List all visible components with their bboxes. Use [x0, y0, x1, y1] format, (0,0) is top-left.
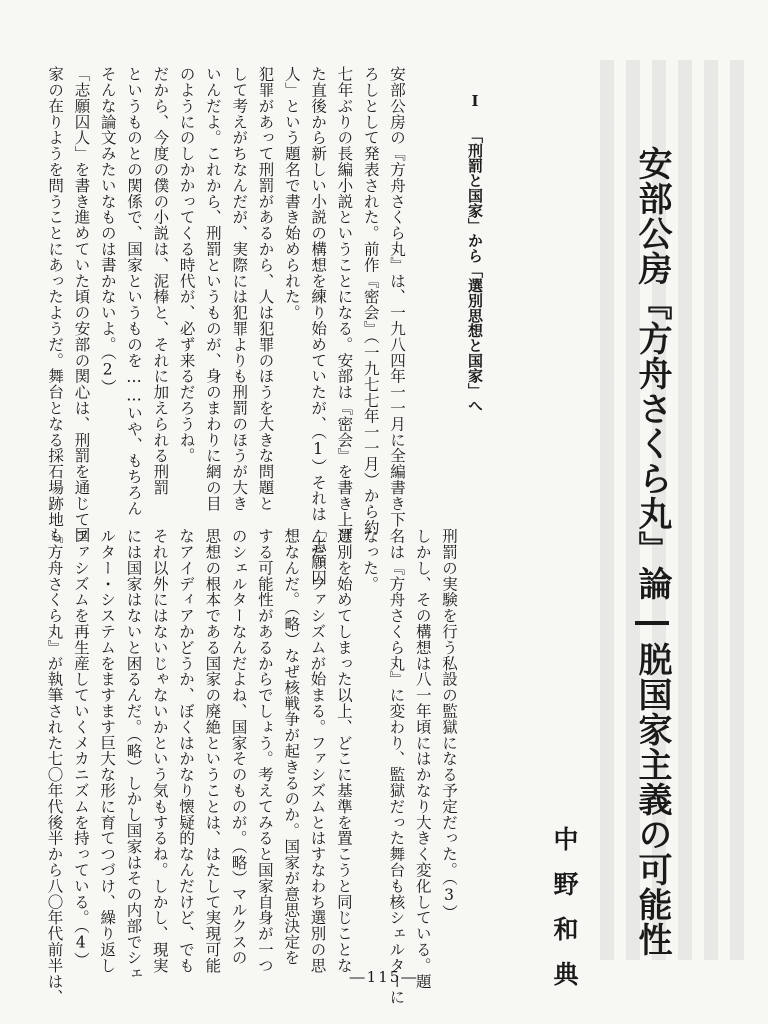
author-name: 中野和典 — [550, 826, 579, 1006]
article-title: 安部公房『方舟さくら丸』論―脱国家主義の可能性 — [632, 146, 672, 957]
bleed-through-background — [600, 60, 750, 960]
section-heading: Ⅰ 「刑罰と国家」から「選別思想と国家」へ — [466, 92, 484, 413]
page-number: ―115― — [349, 968, 419, 986]
body-text-lower: 刑罰の実験を行う私設の監獄になる予定だった。（3） しかし、その構想は八一年頃にはかなり大きく変化している。題 名は『方舟さくら丸』に変わり、監獄だった舞台も核シェルターに なった。 選別を始めてしまった以上、どこに基準を置こうと同じことな んだ。ファシズムが始まる。ファシズムとはすなわち選別の思 想なんだ。（略）なぜ核戦争が起きるのか。国家が意思決定を する可能性があるからでしょう。考えてみると国家自身が一つ のシェルターなんだよね、国家そのものが。（略）マルクスの 思想の根本である国家の廃絶ということは、はたして実現可能 なアイディアかどうか、ぼくはかなり懐疑的なんだけど、でも それ以外にはないじゃないかという気もするね。しかし、現実 には国家はないと困るんだ。（略）しかし国家はその内部でシェ ルター・システムをますます巨大な形に育てつづけ、繰り返し ファシズムを再生産していくメカニズムを持っている。（4） 『方舟さくら丸』が執筆された七〇年代後半から八〇年代前半は、 — [45, 528, 458, 1005]
body-text-upper: 安部公房の『方舟さくら丸』は、一九八四年一一月に全編書き下 ろしとして発表された。前作『密会』（一九七七年一一月）から約 七年ぶりの長編小説ということになる。安部は『密会』を書き上げ た直後から新しい小説の構想を練り始めていたが、（1）それは「志願囚 人」という題名で書き始められた。 犯罪があって刑罰があるから、人は犯罪のほうを大きな問題と して考えがちなんだが、実際には犯罪よりも刑罰のほうが大き いんだよ。これから、刑罰というものが、身のまわりに網の目 のようにのしかかってくる時代が、必ず来るだろうね。 だから、今度の僕の小説は、泥棒と、それに加えられる刑罰 というものとの関係で、国家というものを……いや、もちろん そんな論文みたいなものは書かないよ。（2） 「志願囚人」を書き進めていた頃の安部の関心は、刑罰を通じて国 家の在りようを問うことにあったようだ。舞台となる採石場跡地も — [46, 66, 406, 586]
